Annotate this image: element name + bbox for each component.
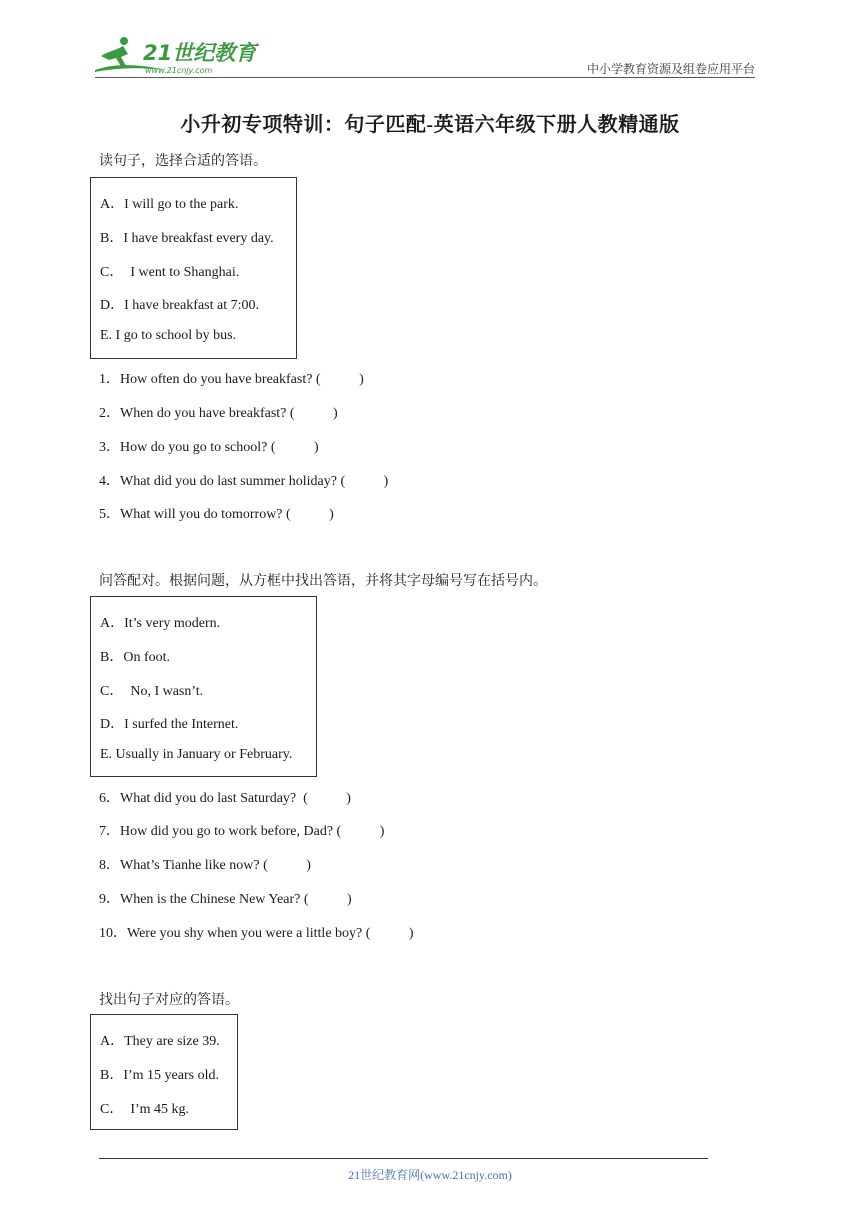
option-c: C． I’m 45 kg.	[100, 1102, 190, 1117]
logo-url: www.21cnjy.com	[145, 66, 213, 75]
question-5: 5．What will you do tomorrow? ( )	[99, 507, 334, 522]
option-b: B．On foot.	[100, 650, 170, 665]
option-b: B．I have breakfast every day.	[100, 231, 274, 246]
question-7: 7．How did you go to work before, Dad? ( )	[99, 824, 385, 839]
option-a: A．I will go to the park.	[100, 197, 239, 212]
option-a: A．It’s very modern.	[100, 616, 221, 631]
option-c: C． No, I wasn’t.	[100, 684, 204, 699]
section-1-instruction: 读句子，选择合适的答语。	[99, 154, 267, 169]
option-c: C． I went to Shanghai.	[100, 265, 240, 280]
question-2: 2．When do you have breakfast? ( )	[99, 406, 338, 421]
section-2-option-box	[90, 596, 317, 777]
question-9: 9．When is the Chinese New Year? ( )	[99, 892, 352, 907]
logo-title: 21世纪教育	[143, 41, 257, 65]
option-a: A．They are size 39.	[100, 1034, 220, 1049]
page-title: 小升初专项特训：句子匹配-英语六年级下册人教精通版	[180, 114, 680, 136]
page-header	[95, 36, 755, 78]
question-6: 6．What did you do last Saturday? ( )	[99, 791, 351, 806]
footer-link[interactable]: 21世纪教育网(www.21cnjy.com)	[348, 1168, 512, 1182]
question-10: 10．Were you shy when you were a little boy? ( )	[99, 926, 414, 941]
site-slogan: 中小学教育资源及组卷应用平台	[586, 62, 755, 76]
section-2-instruction: 问答配对。根据问题，从方框中找出答语，并将其字母编号写在括号内。	[99, 574, 547, 589]
question-1: 1．How often do you have breakfast? ( )	[99, 372, 364, 387]
header-divider	[95, 77, 755, 78]
option-b: B．I’m 15 years old.	[100, 1068, 219, 1083]
question-8: 8．What’s Tianhe like now? ( )	[99, 858, 311, 873]
section-3-option-box	[90, 1014, 238, 1130]
option-e: E. Usually in January or February.	[100, 747, 293, 762]
section-1-option-box	[90, 177, 297, 359]
logo-21cnjy	[95, 36, 265, 76]
footer-divider	[99, 1158, 708, 1159]
option-d: D．I have breakfast at 7:00.	[100, 298, 259, 313]
question-4: 4．What did you do last summer holiday? ( )	[99, 474, 389, 489]
question-3: 3．How do you go to school? ( )	[99, 440, 319, 455]
option-e: E. I go to school by bus.	[100, 328, 237, 343]
option-d: D．I surfed the Internet.	[100, 717, 239, 732]
section-3-instruction: 找出句子对应的答语。	[99, 993, 239, 1008]
